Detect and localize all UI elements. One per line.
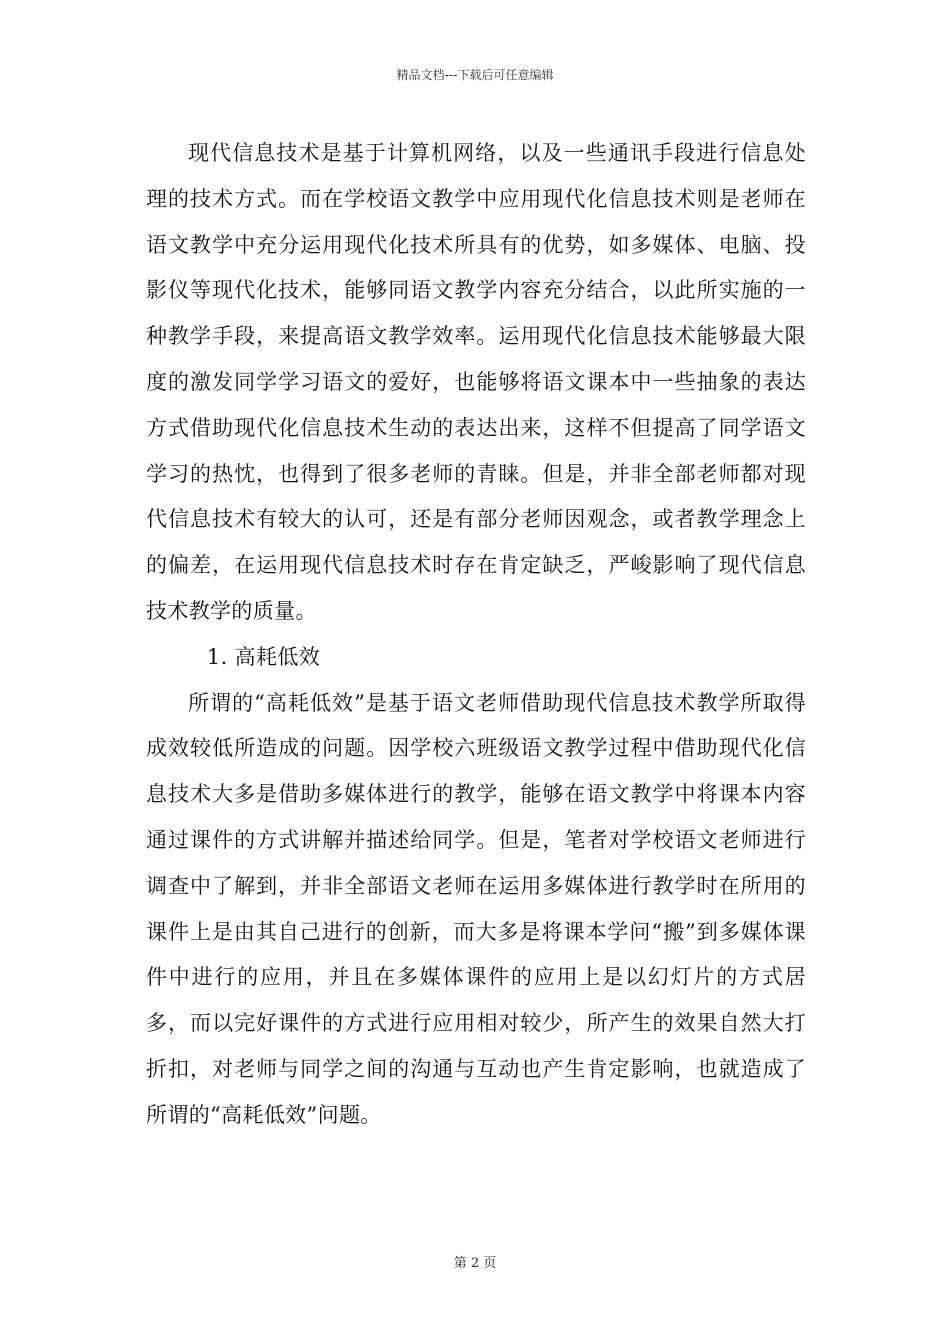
page-number: 第 2 页 xyxy=(453,1256,497,1271)
section-heading-1: 1. 高耗低效 xyxy=(206,644,321,669)
page-header: 精品文档---下载后可任意编辑 xyxy=(396,68,554,82)
document-body xyxy=(146,131,806,1139)
body-paragraph-2: 所谓的“高耗低效”是基于语文老师借助现代信息技术教学所取得成效较低所造成的问题。因学校六班级语文教学过程中借助现代化信息技术大多是借助多媒体进行的教学，能够在语文教学中将课本内容通过课件的方式讲解并描述给同学。但是，笔者对学校语文老师进行调查中了解到，并非全部语文老师在运用多媒体进行教学时在所用的课件上是由其自己进行的创新，而大多是将课本学问“搬”到多媒体课件中进行的应用，并且在多媒体课件的应用上是以幻灯片的方式居多，而以完好课件的方式进行应用相对较少，所产生的效果自然大打折扣，对老师与同学之间的沟通与互动也产生肯定影响，也就造成了所谓的“高耗低效”问题。 xyxy=(146,690,806,1127)
body-paragraph-1: 现代信息技术是基于计算机网络，以及一些通讯手段进行信息处理的技术方式。而在学校语文教学中应用现代化信息技术则是老师在语文教学中充分运用现代化技术所具有的优势，如多媒体、电脑、投影仪等现代化技术，能够同语文教学内容充分结合，以此所实施的一种教学手段，来提高语文教学效率。运用现代化信息技术能够最大限度的激发同学学习语文的爱好，也能够将语文课本中一些抽象的表达方式借助现代化信息技术生动的表达出来，这样不但提高了同学语文学习的热忱，也得到了很多老师的青睐。但是，并非全部老师都对现代信息技术有较大的认可，还是有部分老师因观念，或者教学理念上的偏差，在运用现代信息技术时存在肯定缺乏，严峻影响了现代信息技术教学的质量。 xyxy=(146,141,806,623)
